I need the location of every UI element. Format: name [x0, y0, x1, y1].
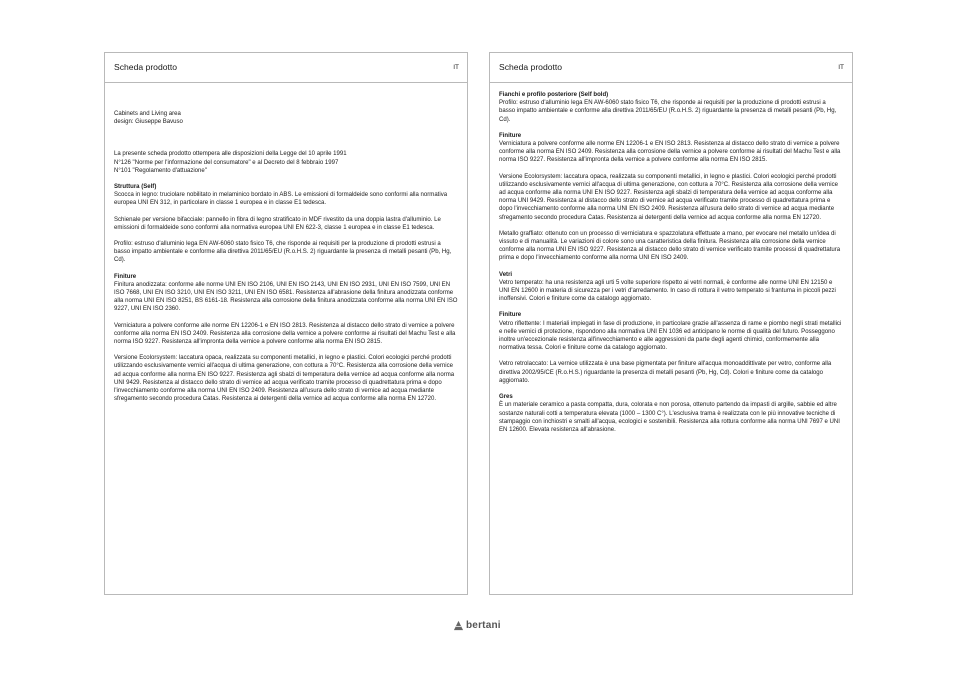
finiture-ecolorsystem-paragraph: Versione Ecolorsystem: laccatura opaca, realizzata su componenti metallici, in legno e plastici. Colori ecologici perché prodotti utilizzando esclusivamente vernici all'acqua di ultima generazione, con cottura a 70°C. Resistenza alla corrosione della vernice ad acqua conforme alla norma EN ISO 9227. Resistenza agli sbalzi di temperatura della vernice ad acqua conforme alla norma UNI 9429. Resistenza al distacco dello strato di vernice ad acqua verificato tramite processo di quadrettatura prima e dopo l'invecchiamento conforme alla norma UNI EN ISO 2409. Resistenza all'usura dello strato di vernice ad acqua mediante sfregamento secondo procedura Catas. Resistenza ai detergenti della vernice ad acqua conforme alla norma EN 12720.	[114, 355, 455, 403]
finiture-polvere-paragraph: Verniciatura a polvere conforme alle norme EN 12206-1 e EN ISO 2813. Resistenza al distacco dello strato di vernice a polvere conforme alla norma EN ISO 2409. Resistenza alla corrosione della vernice a polvere conforme ai risultati del Machu Test e alla norma ISO 9227. Resistenza all'impronta della vernice a polvere conforme alla norma EN ISO 2815.	[114, 322, 456, 346]
bertani-logo	[453, 620, 501, 631]
language-code: IT	[838, 64, 844, 71]
vetri-temperato-paragraph: Vetro temperato: ha una resistenza agli urti 5 volte superiore rispetto ai vetri normali, è conforme alle norme UNI EN 12150 e UNI EN 12600 in materia di sicurezza per i vetri d'arredamento. In caso di rottura il vetro temperato si frantuma in piccoli pezzi inoffensivi. Colori e finiture come da catalogo aggiornato.	[499, 279, 836, 303]
section-title-finiture-vetri: Finiture	[499, 312, 522, 319]
fianchi-profilo-paragraph: Profilo: estruso d'alluminio lega EN AW-6060 stato fisico T6, che risponde ai requisiti per la produzione di prodotti estrusi a basso impatto ambientale e conforme alla direttiva 2011/65/EU (R.o.H.S. 2) riguardante la presenza di metalli pesanti (Pb, Hg, Cd).	[499, 100, 837, 123]
vetro-riflettente-paragraph: Vetro riflettente: I materiali impiegati in fase di produzione, in particolare grazie all'assenza di rame e piombo negli strati metallici e nelle vernici di protezione, rispondono alla normativa UNI EN 1036 ed anticipano le norme di qualità del futuro. Posseggono inoltre un'eccezionale resistenza all'invecchiamento e alle aggressioni da parte degli agenti chimici, conformemente alla normativa tessa. Colori e finiture come da catalogo aggiornato.	[499, 320, 842, 352]
section-title-gres: Gres	[499, 394, 513, 401]
finiture-polvere-paragraph: Verniciatura a polvere conforme alle norme EN 12206-1 e EN ISO 2813. Resistenza al distacco dello strato di vernice a polvere conforme alla norma EN ISO 2409. Resistenza alla corrosione della vernice a polvere conforme ai risultati del Machu Test e alla norma ISO 9227. Resistenza all'impronta della vernice a polvere conforme alla norma EN ISO 2815.	[499, 141, 841, 164]
vetro-retrolaccato-paragraph: Vetro retrolaccato: La vernice utilizzata è una base pigmentata per finiture all'acqua monoaddittivate per vetro, conforme alla direttiva 2002/95/CE (R.o.H.S.) riguardante la presenza di metalli pesanti (Pb, Hg, Cd). Colori e finiture come da catalogo aggiornato.	[499, 361, 832, 384]
page-body	[499, 91, 843, 434]
page-header	[105, 53, 467, 83]
section-title-finiture: Finiture	[499, 132, 522, 139]
section-title-vetri: Vetri	[499, 271, 513, 278]
finiture-anodizzata-paragraph: Finitura anodizzata: conforme alle norme UNI EN ISO 2106, UNI EN ISO 2143, UNI EN ISO 2931, UNI EN ISO 7599, UNI EN ISO 7668, UNI EN ISO 3210, UNI EN ISO 3211, UNI EN ISO 6581. Resistenza all'abrasione della finitura anodizzata conforme alla norma UNI EN ISO 8251, BS 6161-18. Resistenza alla corrosione della finitura anodizzata conforme alla norma UNI EN ISO 9227, UNI EN ISO 2360.	[114, 281, 458, 313]
section-title-fianchi: Fianchi e profilo posteriore (Self bold)	[499, 92, 609, 98]
product-sheet-page-2	[489, 52, 853, 595]
product-line: Cabinets and Living area	[114, 111, 181, 117]
struttura-schienale-paragraph: Schienale per versione bifacciale: pannello in fibra di legno stratificato in MDF rivestito da una doppia lastra d'alluminio. Le emissioni di formaldeide sono conformi alla normativa europea UNI EN 622-3, classe 1 europea e in classe E1 tedesca.	[114, 216, 441, 231]
language-code: IT	[453, 64, 459, 71]
page-body	[114, 110, 458, 403]
legal-notice-line: La presente scheda prodotto ottempera alle disposizioni della Legge del 10 aprile 1991	[114, 151, 347, 158]
page-title: Scheda prodotto	[499, 62, 563, 72]
finiture-ecolorsystem-paragraph: Versione Ecolorsystem: laccatura opaca, realizzata su componenti metallici, in legno e plastici. Colori ecologici perché prodotti utilizzando esclusivamente vernici all'acqua di ultima generazione, con cottura a 70°C. Resistenza alla corrosione della vernice ad acqua conforme alla norma UNI EN ISO 9227. Resistenza agli sbalzi di temperatura della vernice ad acqua conforme alla norma UNI 9429. Resistenza al distacco dello strato di vernice ad acqua verificato tramite processo di quadrettatura prima e dopo l'invecchiamento conforme alla norma UNI EN ISO 2409. Resistenza all'usura dello strato di vernice ad acqua mediante sfregamento secondo procedura Catas. Resistenza ai detergenti della vernice ad acqua conforme alla norma EN 12720.	[499, 173, 839, 221]
product-sheet-page-1	[104, 52, 468, 595]
legal-notice-line: N°126 "Norme per l'informazione del consumatore" e al Decreto del 8 febbraio 1997	[114, 159, 339, 166]
struttura-profilo-paragraph: Profilo: estruso d'alluminio lega EN AW-6060 stato fisico T6, che risponde ai requisiti per la produzione di prodotti estrusi a basso impatto ambientale e conforme alla direttiva 2011/65/EU (R.o.H.S. 2) riguardante la presenza di metalli pesanti (Pb, Hg, Cd).	[114, 241, 452, 264]
bertani-logo-icon	[453, 620, 464, 631]
brand-name: bertani	[466, 620, 501, 631]
struttura-scocca-paragraph: Scocca in legno: truciolare nobilitato in melaminico bordato in ABS. Le emissioni di formaldeide sono conformi alla normativa europea UNI EN 312, in particolare in classe 1 europea e in classe E1 tedesca.	[114, 192, 448, 207]
section-title-struttura: Struttura (Self)	[114, 184, 157, 191]
section-title-finiture: Finiture	[114, 273, 137, 280]
gres-paragraph: È un materiale ceramico a pasta compatta, dura, colorata e non porosa, ottenuto partendo da impasti di argille, sabbie ed altre sostanze naturali cotti a temperatura elevata (1000 – 1300 C°). L'esclusiva trama è realizzata con le più innovative tecniche di stampaggio con inchiostri e smalti all'acqua, ecologici e sostenibili. Resistenza alla rottura conforme alla norma UNI 7697 e UNI EN 12600. Elevata resistenza all'abrasione.	[499, 402, 840, 433]
legal-notice-line: N°101 "Regolamento d'attuazione"	[114, 167, 207, 174]
page-title: Scheda prodotto	[114, 62, 178, 72]
page-header	[490, 53, 852, 83]
finiture-metallo-graffiato-paragraph: Metallo graffiato: ottenuto con un processo di verniciatura e spazzolatura effettuate a mano, per evocare nel metallo un'idea di vissuto e di manualità. Le variazioni di colore sono una caratteristica della finitura. Resistenza alla corrosione della vernice conforme alla norma UNI EN ISO 9227. Resistenza al distacco dello strato di vernice verificato tramite processi di quadrettatura prima e dopo l'invecchiamento conforme alla norma UNI EN ISO 2409.	[499, 230, 841, 262]
designer-credit: design: Giuseppe Bavuso	[114, 119, 183, 126]
